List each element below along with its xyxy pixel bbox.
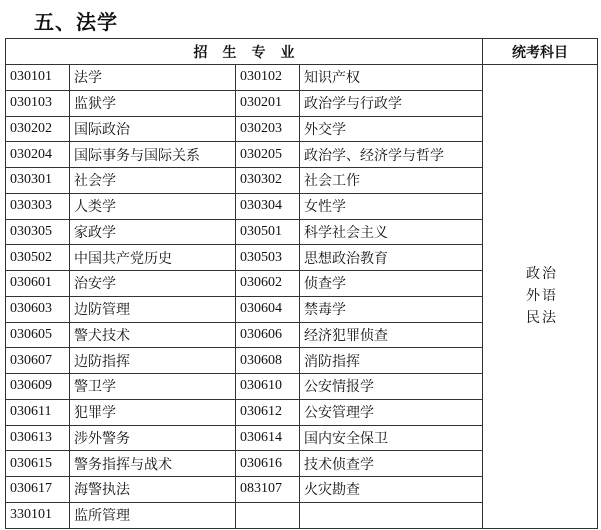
major-code: 030204	[6, 142, 70, 168]
major-code: 030608	[236, 348, 300, 374]
exam-subject: 外语	[526, 288, 558, 305]
major-name: 监狱学	[70, 90, 236, 116]
exam-subjects-cell	[483, 65, 598, 529]
major-name: 涉外警务	[70, 425, 236, 451]
major-name: 警犬技术	[70, 322, 236, 348]
major-code: 030609	[6, 374, 70, 400]
major-code: 030503	[236, 245, 300, 271]
major-code: 030603	[6, 296, 70, 322]
major-name: 知识产权	[300, 65, 483, 91]
major-name: 公安管理学	[300, 399, 483, 425]
major-name: 治安学	[70, 271, 236, 297]
exam-subjects-header: 统考科目	[483, 39, 598, 65]
table-body	[6, 65, 598, 529]
exam-subject: 民法	[526, 310, 558, 327]
major-name: 国内安全保卫	[300, 425, 483, 451]
major-name	[300, 502, 483, 528]
major-code: 030305	[6, 219, 70, 245]
major-name: 女性学	[300, 193, 483, 219]
major-name: 消防指挥	[300, 348, 483, 374]
enroll-major-header: 招生专业	[6, 39, 483, 65]
major-code: 030614	[236, 425, 300, 451]
major-code: 030615	[6, 451, 70, 477]
major-name: 人类学	[70, 193, 236, 219]
major-name: 技术侦查学	[300, 451, 483, 477]
major-name: 法学	[70, 65, 236, 91]
major-name: 社会工作	[300, 168, 483, 194]
major-code: 030501	[236, 219, 300, 245]
major-code: 030103	[6, 90, 70, 116]
major-code: 030613	[6, 425, 70, 451]
major-code: 030612	[236, 399, 300, 425]
major-name: 警务指挥与战术	[70, 451, 236, 477]
major-name: 边防管理	[70, 296, 236, 322]
major-code: 030606	[236, 322, 300, 348]
table-header-row	[6, 39, 598, 65]
major-name: 监所管理	[70, 502, 236, 528]
major-name: 海警执法	[70, 477, 236, 503]
major-name: 政治学与行政学	[300, 90, 483, 116]
major-code: 030304	[236, 193, 300, 219]
major-code: 030602	[236, 271, 300, 297]
major-name: 经济犯罪侦查	[300, 322, 483, 348]
major-name: 家政学	[70, 219, 236, 245]
major-code: 030303	[6, 193, 70, 219]
major-name: 社会学	[70, 168, 236, 194]
major-name: 禁毒学	[300, 296, 483, 322]
major-name: 思想政治教育	[300, 245, 483, 271]
major-code: 030601	[6, 271, 70, 297]
major-code: 030605	[6, 322, 70, 348]
majors-table	[5, 38, 598, 529]
major-code: 030607	[6, 348, 70, 374]
major-code: 030610	[236, 374, 300, 400]
major-name: 科学社会主义	[300, 219, 483, 245]
major-code: 030101	[6, 65, 70, 91]
major-name: 国际事务与国际关系	[70, 142, 236, 168]
major-code: 030205	[236, 142, 300, 168]
major-code: 030102	[236, 65, 300, 91]
major-name: 边防指挥	[70, 348, 236, 374]
major-name: 火灾勘查	[300, 477, 483, 503]
major-code: 030302	[236, 168, 300, 194]
major-code: 030202	[6, 116, 70, 142]
major-code: 030611	[6, 399, 70, 425]
major-code	[236, 502, 300, 528]
major-code: 330101	[6, 502, 70, 528]
table-row	[6, 65, 598, 91]
major-name: 警卫学	[70, 374, 236, 400]
major-code: 030604	[236, 296, 300, 322]
major-name: 侦查学	[300, 271, 483, 297]
major-name: 外交学	[300, 116, 483, 142]
major-name: 中国共产党历史	[70, 245, 236, 271]
major-name: 犯罪学	[70, 399, 236, 425]
major-code: 030502	[6, 245, 70, 271]
major-name: 公安情报学	[300, 374, 483, 400]
major-code: 030301	[6, 168, 70, 194]
major-code: 030201	[236, 90, 300, 116]
major-code: 030203	[236, 116, 300, 142]
major-name: 政治学、经济学与哲学	[300, 142, 483, 168]
major-code: 030617	[6, 477, 70, 503]
major-code: 030616	[236, 451, 300, 477]
major-name: 国际政治	[70, 116, 236, 142]
major-code: 083107	[236, 477, 300, 503]
exam-subject: 政治	[526, 266, 558, 283]
section-title: 五、法学	[34, 10, 118, 34]
